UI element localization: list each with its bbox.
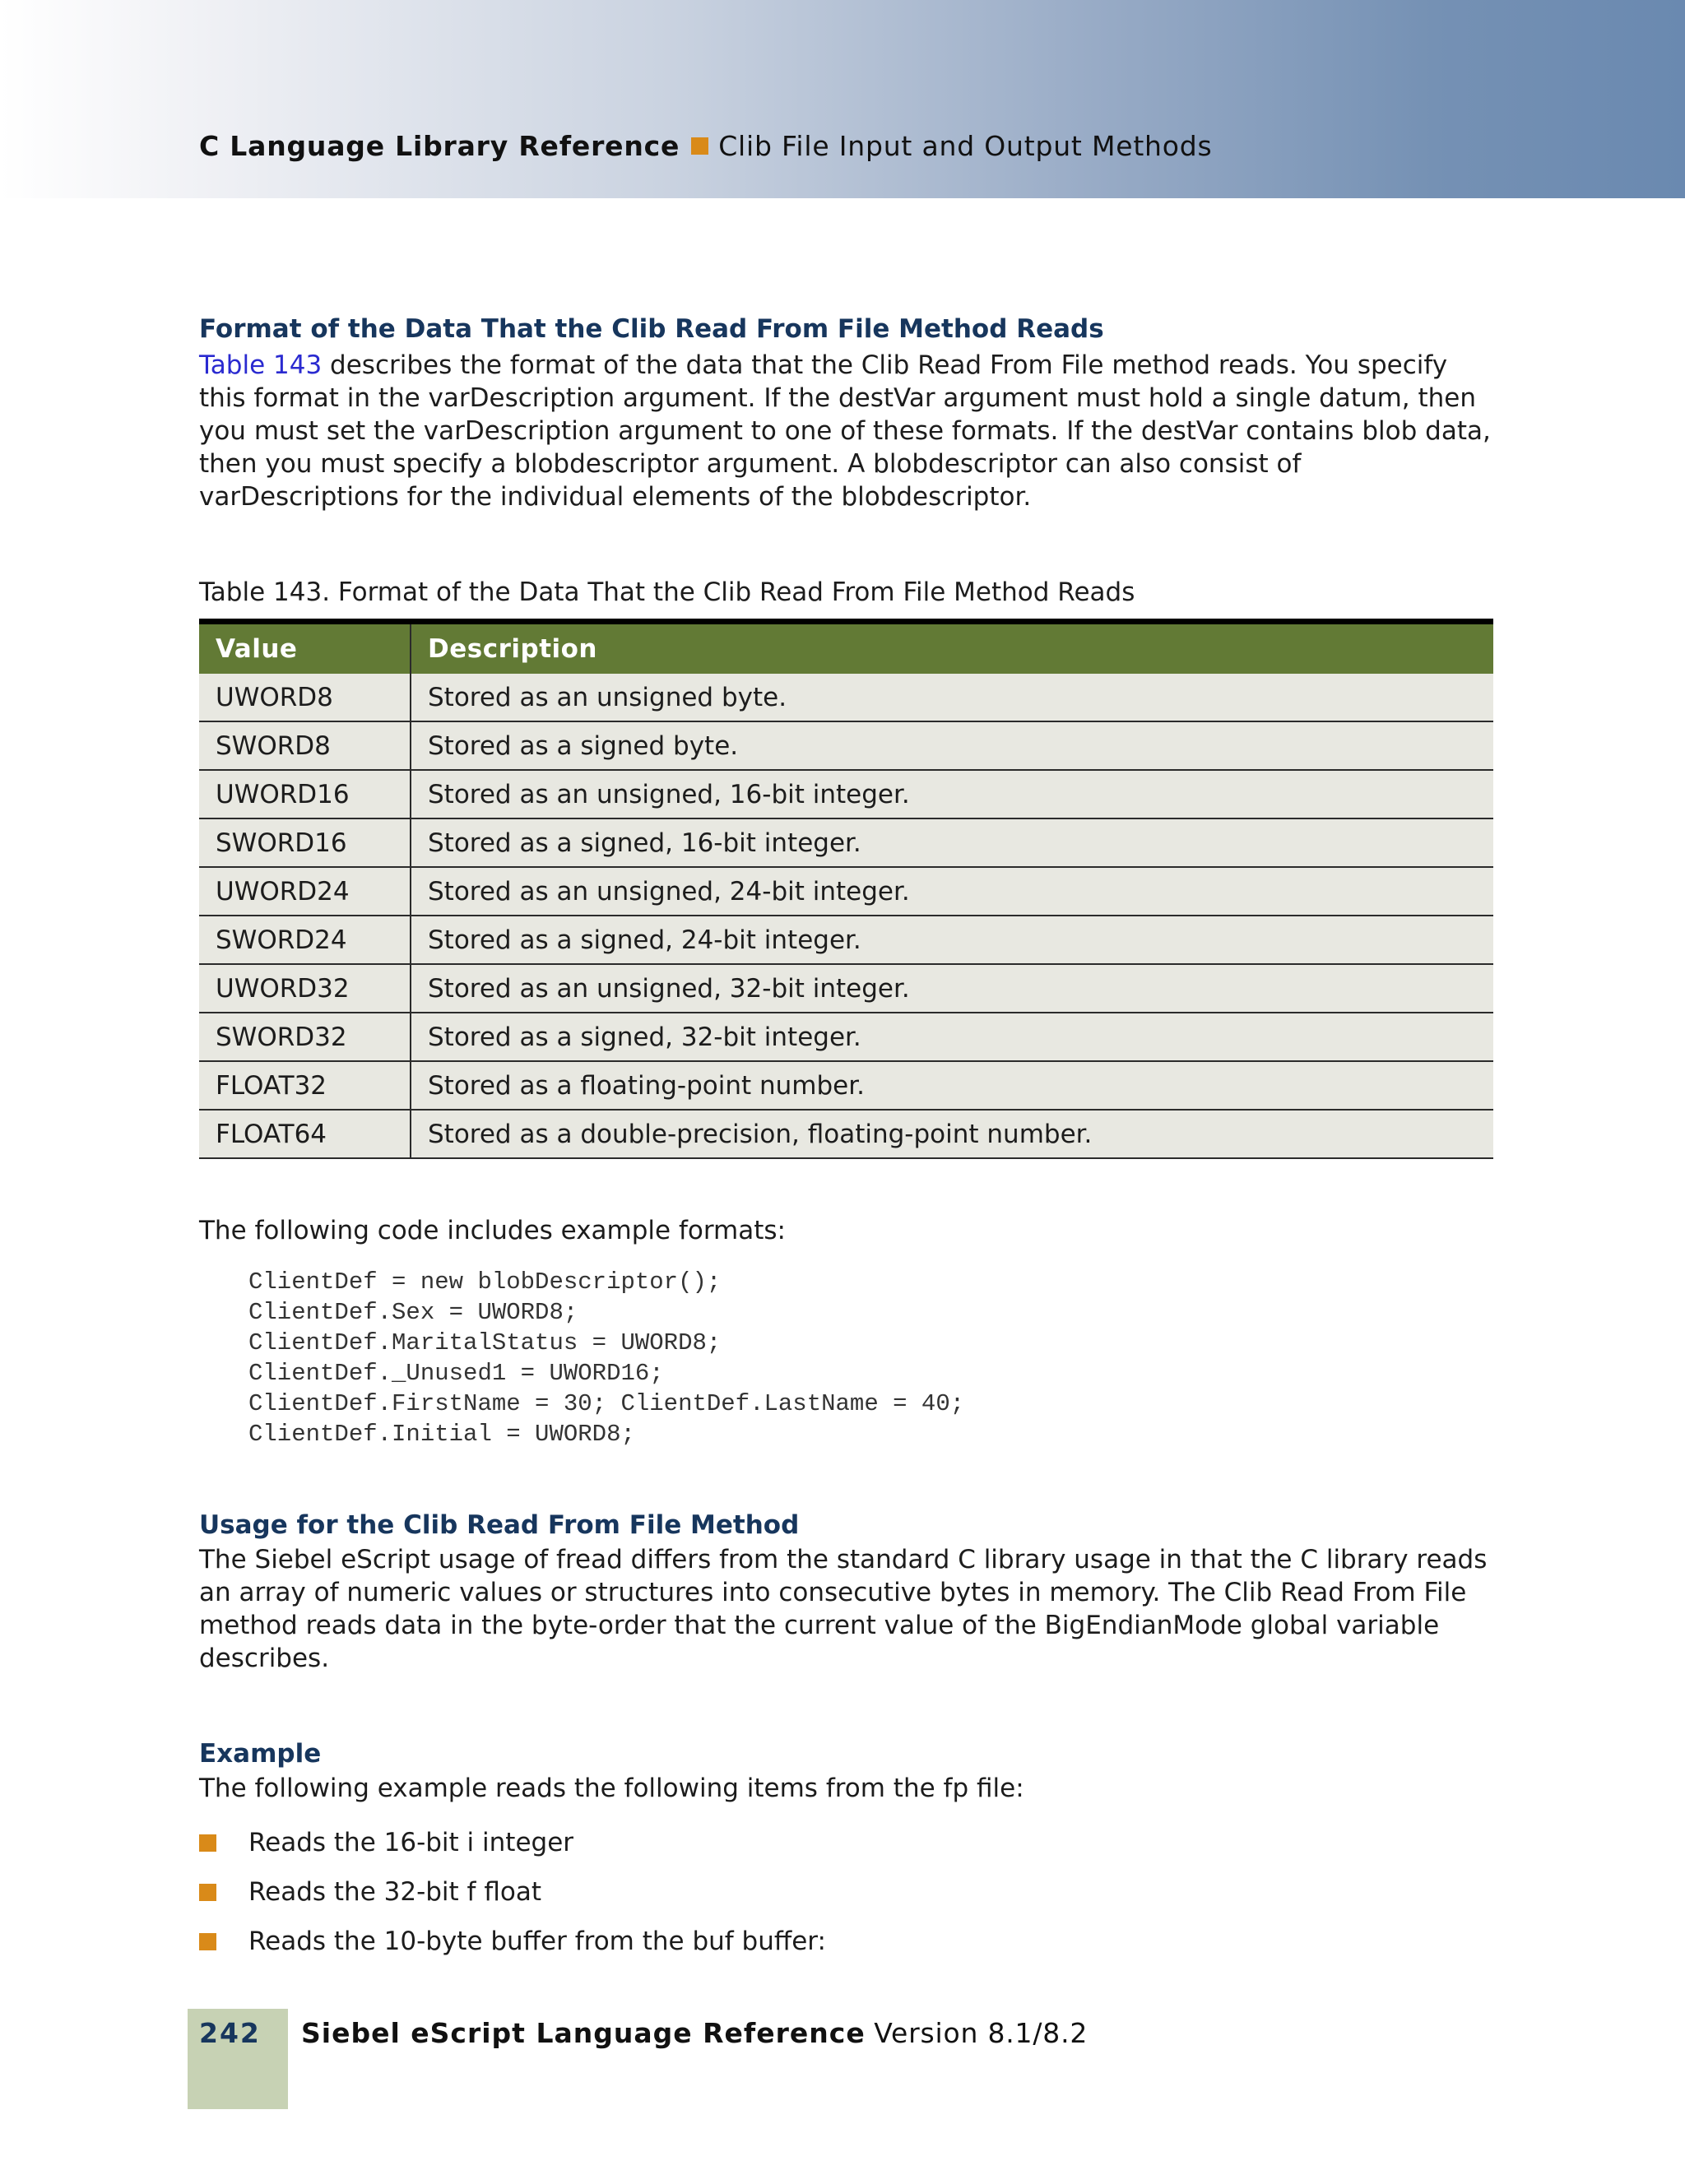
list-item-text: Reads the 32-bit f float bbox=[248, 1877, 541, 1907]
table-link[interactable]: Table 143 bbox=[199, 350, 323, 380]
bullet-square-icon bbox=[199, 1933, 216, 1950]
table-row bbox=[199, 1013, 1493, 1061]
code-line: ClientDef.FirstName = 30; ClientDef.LastName = 40; bbox=[248, 1390, 965, 1417]
usage-line-1: The Siebel eScript usage of fread differs from the standard C library usage in that the C library reads bbox=[199, 1545, 1488, 1574]
code-line: ClientDef.Initial = UWORD8; bbox=[248, 1421, 635, 1448]
cell-value: UWORD32 bbox=[199, 964, 411, 1013]
cell-description: Stored as an unsigned, 24-bit integer. bbox=[411, 867, 1493, 916]
format-intro-line-1: Table 143 describes the format of the data that the Clib Read From File method reads. You specify bbox=[199, 350, 1448, 380]
usage-line-3: method reads data in the byte-order that the current value of the BigEndianMode global variable bbox=[199, 1611, 1440, 1640]
format-intro bbox=[199, 349, 1499, 513]
table-caption: Table 143. Format of the Data That the Clib Read From File Method Reads bbox=[199, 577, 1135, 607]
format-intro-line-3: you must set the varDescription argument to one of these formats. If the destVar contains blob data, bbox=[199, 416, 1491, 446]
table-row bbox=[199, 1061, 1493, 1110]
cell-value: FLOAT64 bbox=[199, 1110, 411, 1158]
format-intro-line-2: this format in the varDescription argument. If the destVar argument must hold a single datum, then bbox=[199, 383, 1477, 413]
example-intro: The following example reads the following items from the fp file: bbox=[199, 1774, 1024, 1803]
header-subsection: Clib File Input and Output Methods bbox=[718, 130, 1213, 162]
table-row bbox=[199, 867, 1493, 916]
cell-value: UWORD16 bbox=[199, 770, 411, 818]
table-row bbox=[199, 770, 1493, 818]
list-item-text: Reads the 16-bit i integer bbox=[248, 1828, 574, 1857]
cell-value: SWORD32 bbox=[199, 1013, 411, 1061]
format-intro-line-5: varDescriptions for the individual elements of the blobdescriptor. bbox=[199, 482, 1032, 512]
cell-description: Stored as an unsigned, 16-bit integer. bbox=[411, 770, 1493, 818]
cell-value: SWORD8 bbox=[199, 721, 411, 770]
usage-line-2: an array of numeric values or structures into consecutive bytes in memory. The Clib Read From File bbox=[199, 1578, 1467, 1607]
code-line: ClientDef.MaritalStatus = UWORD8; bbox=[248, 1329, 722, 1356]
code-line: ClientDef._Unused1 = UWORD16; bbox=[248, 1360, 664, 1387]
code-line: ClientDef.Sex = UWORD8; bbox=[248, 1299, 578, 1326]
cell-value: UWORD8 bbox=[199, 674, 411, 721]
cell-description: Stored as an unsigned byte. bbox=[411, 674, 1493, 721]
format-heading: Format of the Data That the Clib Read From File Method Reads bbox=[199, 314, 1104, 344]
table-row bbox=[199, 721, 1493, 770]
format-intro-line-4: then you must specify a blobdescriptor argument. A blobdescriptor can also consist of bbox=[199, 449, 1302, 479]
header-square-icon bbox=[691, 137, 708, 155]
table-row bbox=[199, 818, 1493, 867]
footer-book-title: Siebel eScript Language Reference bbox=[301, 2017, 866, 2049]
code-intro: The following code includes example formats: bbox=[199, 1216, 786, 1245]
header-section: C Language Library Reference bbox=[199, 130, 680, 162]
cell-description: Stored as a signed byte. bbox=[411, 721, 1493, 770]
cell-description: Stored as a signed, 24-bit integer. bbox=[411, 916, 1493, 964]
header-band bbox=[0, 0, 1685, 198]
code-line: ClientDef = new blobDescriptor(); bbox=[248, 1268, 722, 1296]
footer-version: Version 8.1/8.2 bbox=[874, 2017, 1089, 2049]
usage-heading: Usage for the Clib Read From File Method bbox=[199, 1510, 800, 1540]
bullet-square-icon bbox=[199, 1884, 216, 1901]
header-value: Value bbox=[199, 622, 411, 675]
list-item-text: Reads the 10-byte buffer from the buf buffer: bbox=[248, 1927, 826, 1956]
format-table bbox=[199, 619, 1493, 1159]
table-row bbox=[199, 1110, 1493, 1158]
table-header-row bbox=[199, 622, 1493, 675]
cell-value: FLOAT32 bbox=[199, 1061, 411, 1110]
bullet-square-icon bbox=[199, 1834, 216, 1852]
header-description: Description bbox=[411, 622, 1493, 675]
cell-value: SWORD24 bbox=[199, 916, 411, 964]
running-footer bbox=[301, 2015, 1088, 2052]
running-header bbox=[199, 128, 1213, 165]
cell-description: Stored as a signed, 32-bit integer. bbox=[411, 1013, 1493, 1061]
usage-line-4: describes. bbox=[199, 1644, 330, 1673]
code-block bbox=[248, 1267, 964, 1449]
cell-value: UWORD24 bbox=[199, 867, 411, 916]
table-row bbox=[199, 964, 1493, 1013]
usage-body bbox=[199, 1543, 1499, 1675]
cell-value: SWORD16 bbox=[199, 818, 411, 867]
cell-description: Stored as a floating-point number. bbox=[411, 1061, 1493, 1110]
page-number: 242 bbox=[199, 2017, 261, 2049]
table-row bbox=[199, 674, 1493, 721]
table-row bbox=[199, 916, 1493, 964]
example-heading: Example bbox=[199, 1739, 322, 1769]
cell-description: Stored as an unsigned, 32-bit integer. bbox=[411, 964, 1493, 1013]
cell-description: Stored as a signed, 16-bit integer. bbox=[411, 818, 1493, 867]
cell-description: Stored as a double-precision, floating-point number. bbox=[411, 1110, 1493, 1158]
